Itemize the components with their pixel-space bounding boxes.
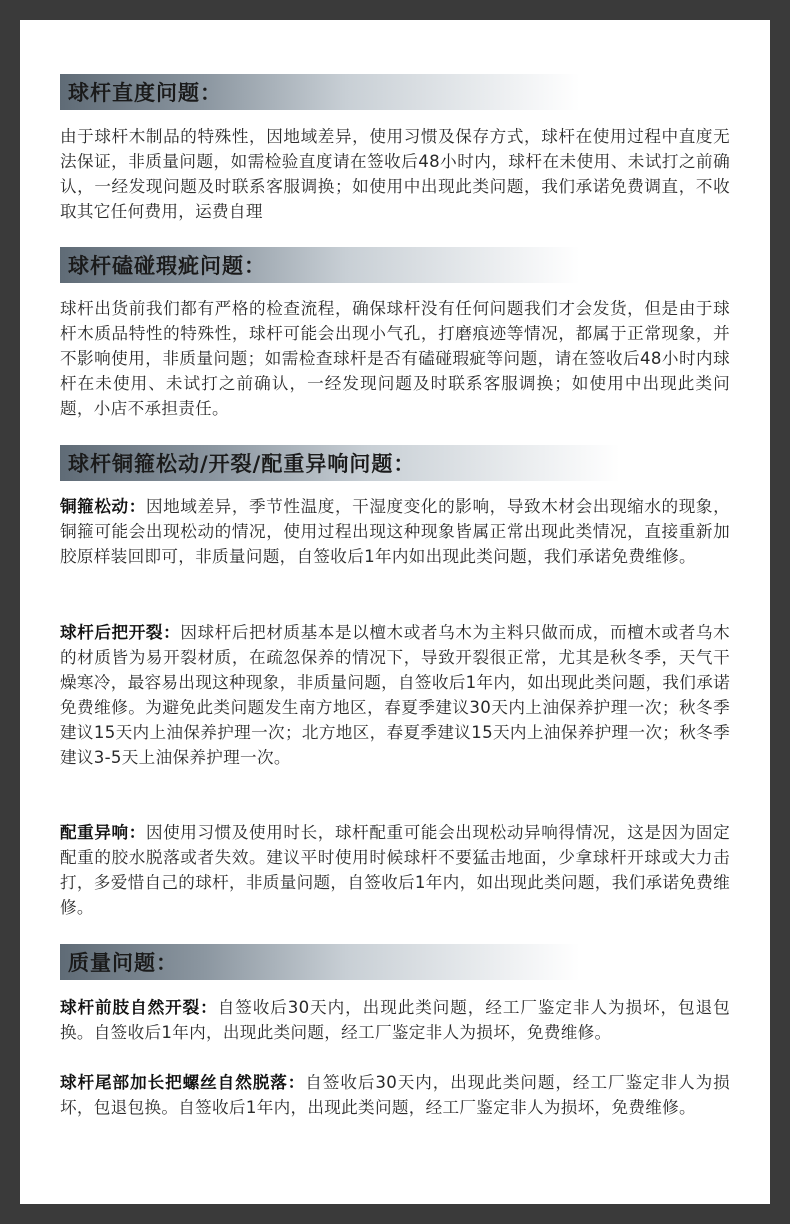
document-page [20,20,770,1204]
paragraph-ferrule-loose [60,494,730,569]
section-title: 球杆铜箍松动/开裂/配重异响问题： [68,452,416,476]
paragraph-text: 因球杆后把材质基本是以檀木或者乌木为主料只做而成，而檀木或者乌木的材质皆为易开裂材质，在疏忽保养的情况下，导致开裂很正常，尤其是秋冬季，天气干燥寒冷，最容易出现这种现象，非质量问题，自签收后1年内，如出现此类问题，我们承诺免费维修。为避免此类问题发生南方地区，春夏季建议30天内上油保养护理一次；秋冬季建议15天内上油保养护理一次；北方地区，春夏季建议15天内上油保养护理一次；秋冬季建议3-5天上油保养护理一次。 [60,623,730,767]
section-title: 质量问题： [68,951,178,975]
paragraph-text: 因地域差异，季节性温度，干湿度变化的影响，导致木材会出现缩水的现象，铜箍可能会出现松动的情况，使用过程出现这种现象皆属正常出现此类情况，直接重新加胶原样装回即可，非质量问题，自签收后1年内如出现此类问题，我们承诺免费维修。 [60,497,730,566]
section-header-straightness [60,74,580,110]
paragraph-text: 由于球杆木制品的特殊性，因地域差异，使用习惯及保存方式，球杆在使用过程中直度无法保证，非质量问题，如需检验直度请在签收后48小时内，球杆在未使用、未试打之前确认，一经发现问题及时联系客服调换；如使用中出现此类问题，我们承诺免费调直，不收取其它任何费用，运费自理 [60,127,730,221]
paragraph-butt-crack [60,620,730,770]
paragraph-straightness [60,124,730,224]
section-header-quality [60,944,580,980]
paragraph-extension-screw [60,1070,730,1120]
paragraph-weight-noise [60,820,730,920]
paragraph-text: 球杆出货前我们都有严格的检查流程，确保球杆没有任何问题我们才会发货，但是由于球杆木质品特性的特殊性，球杆可能会出现小气孔，打磨痕迹等情况，都属于正常现象，并不影响使用，非质量问题；如需检查球杆是否有磕碰瑕疵等问题，请在签收后48小时内球杆在未使用、未试打之前确认，一经发现问题及时联系客服调换；如使用中出现此类问题，小店不承担责任。 [60,299,730,418]
paragraph-lead: 铜箍松动： [60,497,146,516]
paragraph-lead: 球杆后把开裂： [60,623,181,642]
paragraph-text: 因使用习惯及使用时长，球杆配重可能会出现松动异响得情况，这是因为固定配重的胶水脱落或者失效。建议平时使用时候球杆不要猛击地面，少拿球杆开球或大力击打，多爱惜自己的球杆，非质量问题，自签收后1年内，如出现此类问题，我们承诺免费维修。 [60,823,730,917]
paragraph-lead: 球杆前肢自然开裂： [60,998,218,1017]
paragraph-shaft-crack [60,995,730,1045]
section-title: 球杆直度问题： [68,81,222,105]
paragraph-lead: 球杆尾部加长把螺丝自然脱落： [60,1073,306,1092]
section-title: 球杆磕碰瑕疵问题： [68,254,266,278]
paragraph-text: 自签收后30天内，出现此类问题，经工厂鉴定非人为损坏，包退包换。自签收后1年内，出现此类问题，经工厂鉴定非人为损坏，免费维修。 [60,1073,730,1117]
section-header-bump-defects [60,247,580,283]
paragraph-text: 自签收后30天内，出现此类问题，经工厂鉴定非人为损坏，包退包换。自签收后1年内，出现此类问题，经工厂鉴定非人为损坏，免费维修。 [60,998,730,1042]
paragraph-lead: 配重异响： [60,823,146,842]
section-header-ferrule-crack-weight [60,445,620,481]
paragraph-bump-defects [60,296,730,421]
